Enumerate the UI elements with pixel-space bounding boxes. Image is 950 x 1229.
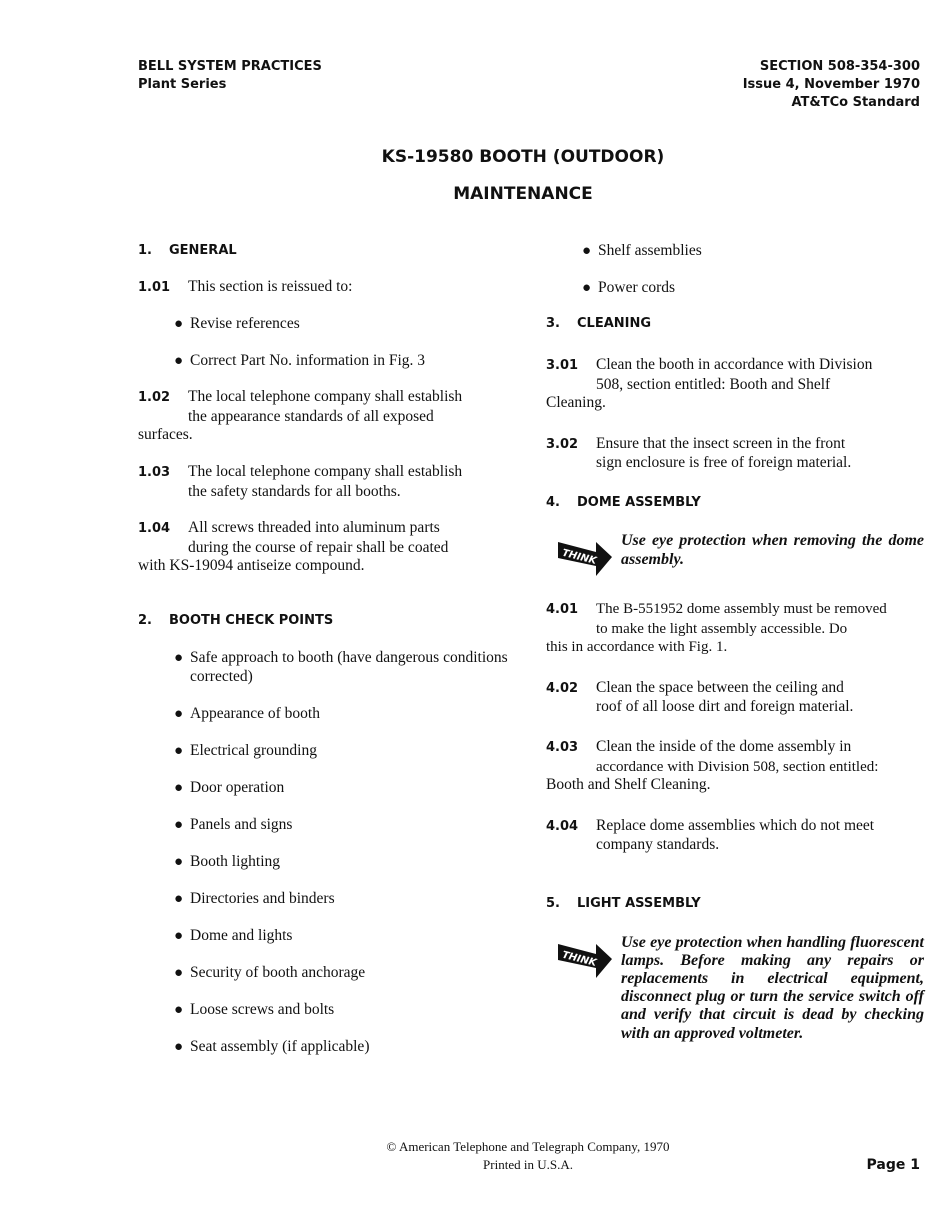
section-heading-light-assembly: 5. LIGHT ASSEMBLY <box>546 895 701 911</box>
publication-series: BELL SYSTEM PRACTICES <box>138 59 322 74</box>
bullet-icon: ● <box>174 816 184 833</box>
paragraph-3-02: 3.02 Ensure that the insect screen in the front sign enclosure is free of foreign material. <box>546 434 852 472</box>
think-label: THINK <box>560 548 598 568</box>
list-item: ● Directories and binders <box>174 889 335 907</box>
paragraph-3-01: 3.01 Clean the booth in accordance with Division 508, section entitled: Booth and Shelf Cleaning. <box>546 356 873 412</box>
list-item: ● Revise references <box>174 315 300 333</box>
standard-label: AT&TCo Standard <box>791 95 920 110</box>
bullet-icon: ● <box>174 1001 184 1018</box>
paragraph-4-03: 4.03 Clean the inside of the dome assembly in accordance with Division 508, section entitled: Booth and Shelf Cleaning. <box>546 738 879 794</box>
paragraph-1-03: 1.03 The local telephone company shall establish the safety standards for all booths. <box>138 463 463 500</box>
list-item: ● Correct Part No. information in Fig. 3 <box>174 351 426 369</box>
think-label: THINK <box>560 949 598 969</box>
bullet-icon: ● <box>582 280 592 296</box>
list-item: ● Shelf assemblies <box>582 242 702 259</box>
section-number: SECTION 508-354-300 <box>759 59 920 74</box>
think-warning-dome <box>546 532 924 576</box>
bullet-icon: ● <box>174 964 184 981</box>
list-item: ● Loose screws and bolts <box>174 1000 335 1018</box>
paragraph-4-04: 4.04 Replace dome assemblies which do not meet company standards. <box>546 816 875 854</box>
bullet-icon: ● <box>174 742 184 759</box>
checkpoint-list <box>138 649 509 1056</box>
list-item: ● Booth lighting <box>174 852 280 870</box>
section-heading-booth-check-points: 2. BOOTH CHECK POINTS <box>138 613 334 629</box>
issue-date: Issue 4, November 1970 <box>742 77 920 92</box>
bullet-icon: ● <box>174 779 184 796</box>
list-item: ● Power cords <box>582 279 676 296</box>
page-number: Page 1 <box>866 1157 920 1173</box>
header-left <box>138 58 322 94</box>
paragraph-1-04: 1.04 All screws threaded into aluminum parts during the course of repair shall be coated with KS-19094 antiseize compound. <box>138 519 449 575</box>
bullet-icon: ● <box>582 243 592 259</box>
think-warning-light <box>546 933 924 1064</box>
bullet-icon: ● <box>174 853 184 870</box>
bullet-icon: ● <box>174 927 184 944</box>
section-heading-cleaning: 3. CLEANING <box>546 316 652 332</box>
bullet-icon: ● <box>174 890 184 907</box>
list-item: ● Seat assembly (if applicable) <box>174 1037 370 1055</box>
bullet-icon: ● <box>174 1038 184 1055</box>
list-item: ● Dome and lights <box>174 926 293 944</box>
bullet-icon: ● <box>174 352 184 369</box>
document-title: KS-19580 BOOTH (OUTDOOR) <box>381 147 665 167</box>
section-heading-dome-assembly: 4. DOME ASSEMBLY <box>546 495 701 511</box>
header-right <box>743 58 920 112</box>
right-column <box>546 242 924 1064</box>
copyright-notice: © American Telephone and Telegraph Company, 1970 <box>386 1139 670 1154</box>
warning-text: Use eye protection when handling fluorescent lamps. Before making any repairs or replacements in electrical equipment, disconnect plug or turn the service switch off and verify that circuit is dead by checking with an approved voltmeter. <box>621 933 924 1042</box>
think-arrow-icon <box>556 934 614 980</box>
list-item: ● Appearance of booth <box>174 704 320 722</box>
paragraph-4-01: 4.01 The B-551952 dome assembly must be removed to make the light assembly accessible. Do this in accordance with Fig. 1. <box>546 601 887 656</box>
list-item: ● Panels and signs <box>174 815 293 833</box>
section-heading-general: 1. GENERAL <box>138 243 237 258</box>
list-item: ● Door operation <box>174 778 285 796</box>
bullet-icon: ● <box>174 650 184 667</box>
list-item: ● Security of booth anchorage <box>174 963 366 981</box>
left-column <box>138 242 509 1056</box>
paragraph-1-01: 1.01 This section is reissued to: <box>138 278 353 295</box>
list-item: ● Safe approach to booth (have dangerous conditions corrected) <box>174 649 508 685</box>
bullet-icon: ● <box>174 316 184 333</box>
plant-series: Plant Series <box>138 77 227 92</box>
footer-copyright <box>0 1138 950 1174</box>
warning-text: Use eye protection when removing the dome assembly. <box>621 532 924 568</box>
list-item: ● Electrical grounding <box>174 741 317 759</box>
document-subtitle: MAINTENANCE <box>453 184 593 204</box>
bullet-icon: ● <box>174 705 184 722</box>
paragraph-1-02: 1.02 The local telephone company shall establish the appearance standards of all exposed surfaces. <box>138 388 463 444</box>
think-arrow-icon <box>556 532 614 578</box>
printed-notice: Printed in U.S.A. <box>483 1157 573 1172</box>
paragraph-4-02: 4.02 Clean the space between the ceiling and roof of all loose dirt and foreign material. <box>546 678 854 716</box>
